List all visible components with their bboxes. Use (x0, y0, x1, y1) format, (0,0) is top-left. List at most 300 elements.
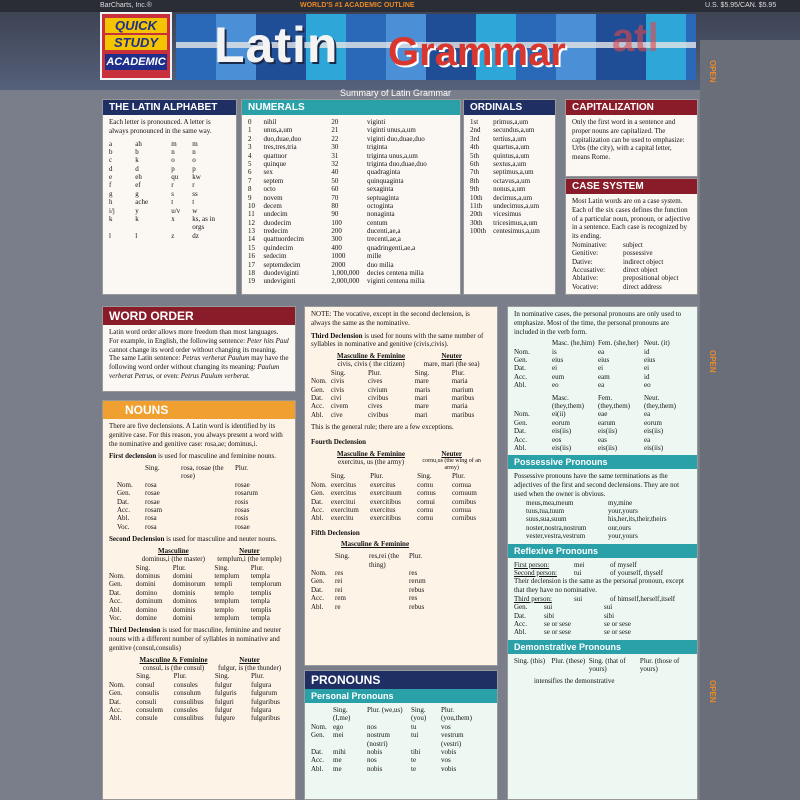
table-cell: civi (330, 393, 342, 402)
personal-pronouns-table (311, 706, 485, 773)
table-cell: cornua (451, 480, 471, 489)
third-person-sing-table (514, 339, 684, 389)
wo-p3-it: Paulum verberat Petrus (109, 363, 280, 380)
table-cell: mare (414, 377, 429, 386)
table-cell: Vocative: (572, 282, 599, 291)
table-cell: 60 (331, 185, 339, 194)
third-neut-ex: fulgur, is (the thunder) (218, 664, 282, 673)
table-cell: Acc. (117, 505, 131, 514)
table-cell: tui (411, 731, 419, 740)
fourth-mf-label: Masculine & Feminine (336, 449, 406, 458)
table-row (311, 594, 449, 602)
table-cell: l (135, 231, 138, 240)
table-cell: 2000 (331, 260, 346, 269)
table-cell: novem (263, 193, 283, 202)
table-cell: Abl. (311, 602, 324, 611)
table-row (514, 612, 664, 620)
table-row (109, 589, 289, 597)
table-cell: ea (644, 435, 651, 444)
table-cell: 90 (331, 210, 339, 219)
fifth-decl-table (311, 552, 449, 611)
table-cell: Acc. (311, 505, 325, 514)
table-row (470, 202, 549, 210)
table-cell: eis(iis) (552, 443, 572, 452)
table-cell: Dat. (117, 497, 129, 506)
table-cell: eo (552, 381, 559, 390)
table-cell: vobis (441, 747, 457, 756)
table-cell: qu (171, 173, 179, 182)
table-cell: consulibus (173, 697, 204, 706)
table-row (109, 173, 230, 181)
table-cell: vestrum (vestri) (441, 731, 464, 748)
table-cell: fulguris (214, 689, 237, 698)
table-cell: rosae (235, 522, 250, 531)
table-cell: i/j (109, 206, 115, 215)
table-cell: 14 (248, 235, 255, 244)
table-cell: consul (136, 680, 155, 689)
table-cell: prepositional object (623, 274, 679, 283)
table-cell: civis (330, 377, 345, 386)
table-cell: duo,duae,duo (263, 134, 302, 143)
table-cell: Sing. (214, 672, 230, 681)
general-rule: This is the general rule; there are a few exceptions. (311, 423, 454, 432)
table-cell: ache (135, 198, 149, 207)
table-cell: vester,vestra,vestrum (526, 532, 586, 541)
table-cell: 30th (470, 218, 483, 227)
nouns-heading: NOUNS (103, 401, 295, 419)
case-system-heading: CASE SYSTEM (566, 179, 697, 194)
table-cell: domini (172, 614, 193, 622)
table-row (248, 185, 454, 193)
top-info-bar (0, 0, 800, 12)
table-cell: ah (135, 139, 142, 148)
table-cell: Masc. (he,him) (552, 339, 595, 348)
table-cell: 4 (248, 151, 252, 160)
table-cell: Dat. (311, 497, 323, 506)
table-cell: Abl. (311, 764, 324, 773)
refl-first-label: First person: (514, 560, 550, 569)
table-cell: b (109, 147, 113, 156)
table-cell: Neut. (they,them) (644, 393, 677, 410)
table-cell: undecim (263, 210, 288, 219)
table-cell: mari (414, 410, 428, 419)
table-cell: Gen. (109, 580, 123, 589)
table-cell: Masc. (they,them) (552, 393, 585, 410)
table-row (311, 765, 485, 773)
table-row (248, 194, 454, 202)
table-cell: templum (214, 572, 240, 581)
table-cell: consulibus (173, 714, 204, 723)
table-cell: dominus (135, 572, 160, 581)
table-cell (109, 672, 136, 680)
table-cell: eum (552, 372, 565, 381)
table-cell: 8 (248, 185, 252, 194)
table-cell: Abl. (117, 514, 130, 523)
table-row (109, 190, 230, 198)
m-third-table (311, 369, 491, 419)
table-cell: Sing. (you) (411, 706, 427, 723)
table-row (248, 261, 454, 269)
possessive-table (526, 499, 688, 541)
table-cell: 10 (248, 201, 255, 210)
table-row (514, 394, 684, 411)
table-cell: Sing. (that of yours) (588, 656, 626, 674)
table-row (514, 339, 684, 347)
table-row (248, 227, 454, 235)
table-cell: Plur. (409, 552, 423, 561)
table-cell: se or sese (544, 628, 571, 637)
table-cell: Fem. (she,her) (598, 339, 639, 348)
table-row (470, 219, 549, 227)
refl-first-meaning: of myself (610, 560, 637, 569)
table-cell: cornu (417, 514, 434, 523)
table-row (109, 672, 289, 680)
table-cell: quinque (263, 159, 287, 168)
table-cell: 50 (331, 176, 339, 185)
demonstrative-heading: Demonstrative Pronouns (508, 640, 697, 654)
table-cell: ei (644, 364, 650, 373)
table-cell: d (135, 164, 139, 173)
table-row (572, 266, 691, 274)
alphabet-box (102, 99, 237, 295)
table-cell: mare (414, 402, 429, 411)
table-cell: m (171, 139, 177, 148)
refl-second-meaning: of yourself, thyself (610, 568, 664, 577)
table-cell: mille (367, 252, 382, 261)
table-cell: sui (544, 603, 553, 612)
table-cell: cornuum (451, 489, 477, 498)
table-cell: 2 (248, 134, 252, 143)
ordinals-heading: ORDINALS (464, 100, 555, 115)
table-row (311, 603, 449, 611)
table-cell: your,yours (608, 532, 638, 541)
table-row (109, 689, 289, 697)
table-cell: primus,a,um (493, 118, 529, 126)
pronouns-heading: PRONOUNS (305, 671, 497, 689)
table-cell: te (411, 756, 417, 765)
table-cell: res,rei (the thing) (369, 552, 399, 569)
table-cell: rosae (145, 489, 160, 498)
reflexive-persons (514, 561, 666, 578)
table-cell: 31 (331, 151, 339, 160)
table-cell: 0 (248, 118, 252, 126)
table-cell: maria (451, 402, 468, 411)
table-cell: Dat. (514, 364, 526, 373)
wo-p1: Latin word order allows more freedom than most languages. For example, in English, the following sentence: (109, 328, 279, 345)
table-cell: nihil (263, 118, 277, 126)
table-cell: Nom. (514, 347, 530, 356)
table-cell: 10th (470, 193, 483, 202)
numerals-box (241, 99, 461, 295)
table-cell: undeviginti (263, 277, 296, 286)
table-row (109, 156, 230, 164)
table-row (514, 348, 684, 356)
table-cell: subject (623, 240, 643, 249)
table-cell: cornibus (451, 514, 477, 523)
refl-third-form: sui (574, 594, 583, 603)
summary-line: Summary of Latin Grammar (340, 88, 452, 98)
table-cell: res (335, 569, 344, 578)
table-cell: t (171, 198, 174, 207)
word-order-heading: WORD ORDER (103, 307, 295, 325)
table-cell: templum (214, 597, 240, 606)
table-row (109, 140, 230, 148)
fourth-decl-label: Fourth Declension (311, 437, 367, 446)
wo-p4: , or even: (152, 371, 181, 380)
second-neut-ex: templum,i (the temple) (217, 555, 282, 564)
table-cell: Abl. (514, 443, 527, 452)
table-row (248, 252, 454, 260)
logo-academic: ACADEMIC (106, 56, 166, 68)
capitalization-box (565, 99, 698, 177)
quick-study-logo (100, 12, 172, 80)
table-cell: 5th (470, 151, 479, 160)
table-cell: Abl. (109, 605, 122, 614)
word-order-box (102, 306, 296, 392)
table-cell: m (192, 139, 198, 148)
case-table (572, 241, 691, 291)
table-cell: fulgura (251, 680, 272, 689)
alphabet-heading: THE LATIN ALPHABET (103, 100, 236, 115)
table-row (526, 499, 688, 507)
table-row (311, 577, 449, 585)
table-row (109, 207, 230, 215)
numerals-heading: NUMERALS (242, 100, 460, 115)
table-cell: maria (451, 377, 468, 386)
table-cell (369, 577, 409, 585)
table-row (109, 614, 289, 622)
table-cell: 16 (248, 252, 255, 261)
table-cell: possessive (623, 249, 653, 258)
table-cell: me (333, 756, 342, 765)
table-cell: duodeviginti (263, 269, 299, 278)
table-cell: civium (368, 385, 388, 394)
table-cell: a (109, 139, 113, 148)
table-cell: Sing. (214, 563, 229, 572)
table-cell: h (109, 198, 113, 207)
table-cell: viginti unus,a,um (367, 126, 416, 135)
table-row (514, 410, 684, 418)
fourth-neut-ex: cornu,us (the wing of an army) (422, 458, 481, 472)
table-cell: sibi (604, 611, 615, 620)
table-cell: nobis (367, 747, 383, 756)
table-row (470, 185, 549, 193)
alphabet-intro: Each letter is pronounced. A letter is always pronounced in the same way. (109, 118, 212, 135)
table-cell: consulem (136, 705, 163, 714)
second-neut-label: Neuter (239, 546, 260, 555)
table-cell: f (109, 181, 112, 190)
table-row (514, 436, 684, 444)
case-system-text: Most Latin words are on a case system. Each of the six cases defines the function of a particular noun, pronoun, or adjective in a sentence. Each case is recognized by its ending. (572, 197, 691, 240)
table-cell: Gen. (109, 689, 123, 698)
table-cell: templi (214, 580, 233, 589)
table-row (514, 356, 684, 364)
table-row (311, 748, 485, 756)
table-cell: eam (598, 372, 610, 381)
table-cell: templa (250, 572, 270, 581)
table-cell: Voc. (117, 522, 130, 531)
table-row (470, 168, 549, 176)
refl-first-form: mei (574, 560, 585, 569)
table-cell: fulguribus (251, 697, 280, 706)
table-cell: 19 (248, 277, 255, 286)
table-row (248, 202, 454, 210)
table-cell: 5 (248, 159, 252, 168)
table-cell: 32 (331, 159, 339, 168)
table-row (514, 620, 664, 628)
table-cell: tricesimus,a,um (493, 218, 538, 227)
table-cell: fulgura (251, 705, 272, 714)
m-third-text: is used for nouns with the same number of syllables in nominative and genitive (civis,civis). (311, 331, 484, 349)
table-cell: tres,tres,tria (263, 143, 297, 152)
table-row (470, 143, 549, 151)
table-cell: sibi (544, 611, 555, 620)
second-masc-ex: dominus,i (the master) (141, 555, 205, 564)
table-cell: sextus,a,um (493, 159, 527, 168)
table-row (109, 572, 289, 580)
table-cell: consulis (136, 689, 160, 698)
table-cell: 4th (470, 143, 479, 152)
table-cell: s (171, 189, 174, 198)
table-row (248, 160, 454, 168)
table-cell: viginti duo,duae,duo (367, 134, 425, 143)
table-cell: exercitum (330, 505, 359, 514)
table-cell: Plur. (172, 563, 186, 572)
second-decl-table (109, 564, 289, 623)
table-cell: Abl. (109, 714, 122, 723)
table-row (572, 274, 691, 282)
table-cell: exercitui (330, 497, 356, 506)
table-row (109, 681, 289, 689)
table-cell: 8th (470, 176, 479, 185)
table-row (248, 118, 454, 126)
table-cell: se or sese (544, 619, 571, 628)
table-cell: Nom. (109, 680, 125, 689)
table-cell: 3rd (470, 134, 480, 143)
nouns-box (102, 400, 296, 800)
table-cell: ducenti,ae,a (367, 227, 401, 236)
table-cell: t (192, 198, 195, 207)
table-cell: eius (598, 356, 610, 365)
table-cell: Sing. (414, 368, 430, 377)
table-cell: domino (135, 605, 158, 614)
table-cell: id (644, 347, 650, 356)
table-row (514, 603, 664, 611)
table-cell: quintus,a,um (493, 151, 530, 160)
table-cell: rem (335, 594, 346, 603)
table-cell: quindecim (263, 243, 294, 252)
table-row (470, 152, 549, 160)
table-cell: eis(iis) (598, 427, 618, 436)
fourth-header (311, 450, 491, 473)
wo-p2: cannot change its word order without changing its meaning. The same Latin sentence: (109, 345, 277, 363)
third-decl-label: Third Declension (109, 626, 161, 635)
table-cell: secundus,a,um (493, 126, 535, 135)
table-cell (181, 523, 235, 531)
table-row (117, 489, 275, 497)
right-pronouns-box (507, 306, 698, 800)
table-cell: sex (263, 168, 273, 177)
table-cell: consulum (173, 689, 201, 698)
table-cell: sexaginta (367, 185, 394, 194)
table-cell: ea (644, 410, 651, 419)
table-cell: 15 (248, 243, 255, 252)
table-cell: triginta unus,a,um (367, 151, 418, 160)
table-row (311, 402, 491, 410)
table-cell: vicesimus (493, 210, 522, 219)
table-row (514, 427, 684, 435)
tagline: WORLD'S #1 ACADEMIC OUTLINE (300, 2, 415, 9)
table-row (572, 241, 691, 249)
table-cell (311, 472, 331, 480)
table-cell: id (644, 372, 650, 381)
table-cell: Nom. (117, 480, 133, 489)
vocative-note: NOTE: The vocative, except in the second declension, is always the same as the nominative. (311, 310, 470, 327)
first-decl-label: First declension (109, 452, 157, 461)
table-cell: rosae (235, 480, 250, 489)
table-cell: rosa, rosae (the rose) (181, 464, 224, 481)
table-row (470, 177, 549, 185)
table-row (311, 472, 491, 480)
refl-second-form: tui (574, 568, 582, 577)
table-cell: exercitus (330, 489, 357, 498)
table-cell: tuus,tua,tuum (526, 506, 565, 515)
table-cell: noster,nostra,nostrum (526, 523, 587, 532)
table-cell: x (171, 215, 175, 224)
table-cell: re (335, 602, 341, 611)
table-cell: r (192, 181, 195, 190)
open-label-2: OPEN (708, 350, 717, 373)
table-cell: septem (263, 176, 284, 185)
table-cell: cornui (417, 497, 435, 506)
table-cell: 7 (248, 176, 252, 185)
table-cell: Nom. (514, 410, 530, 419)
table-cell: nostrum (nostri) (367, 731, 390, 748)
table-cell: rosam (145, 505, 163, 514)
table-cell: Nom. (311, 480, 327, 489)
table-row (311, 506, 491, 514)
table-cell: viginti centena milia (367, 277, 425, 286)
table-cell: Abl. (514, 628, 527, 637)
table-cell: Gen. (311, 577, 325, 586)
table-cell: fulguri (214, 697, 234, 706)
table-cell: his,her,its,their,theirs (608, 515, 667, 524)
table-cell: centum (367, 218, 388, 227)
first-decl-table (117, 464, 275, 531)
table-cell: eis(iis) (598, 443, 618, 452)
table-cell: 2,000,000 (331, 277, 360, 286)
table-row (526, 524, 688, 532)
table-cell: eos (552, 435, 562, 444)
table-cell: r (171, 181, 174, 190)
table-row (526, 532, 688, 540)
table-row (514, 419, 684, 427)
table-row (470, 194, 549, 202)
table-cell: maris (414, 385, 431, 394)
table-cell: vos (441, 722, 451, 731)
table-cell: cornua (451, 505, 471, 514)
middle-decl-box (304, 306, 498, 666)
table-cell: quartus,a,um (493, 143, 530, 152)
table-cell: se or sese (604, 628, 631, 637)
table-cell: Abl. (311, 410, 324, 419)
table-cell: ef (135, 181, 141, 190)
table-cell (369, 569, 409, 577)
table-cell: 12 (248, 218, 255, 227)
table-cell: Nominative: (572, 240, 607, 249)
fourth-neut-label: Neuter (441, 449, 462, 458)
title-latin: Latin (214, 17, 339, 73)
